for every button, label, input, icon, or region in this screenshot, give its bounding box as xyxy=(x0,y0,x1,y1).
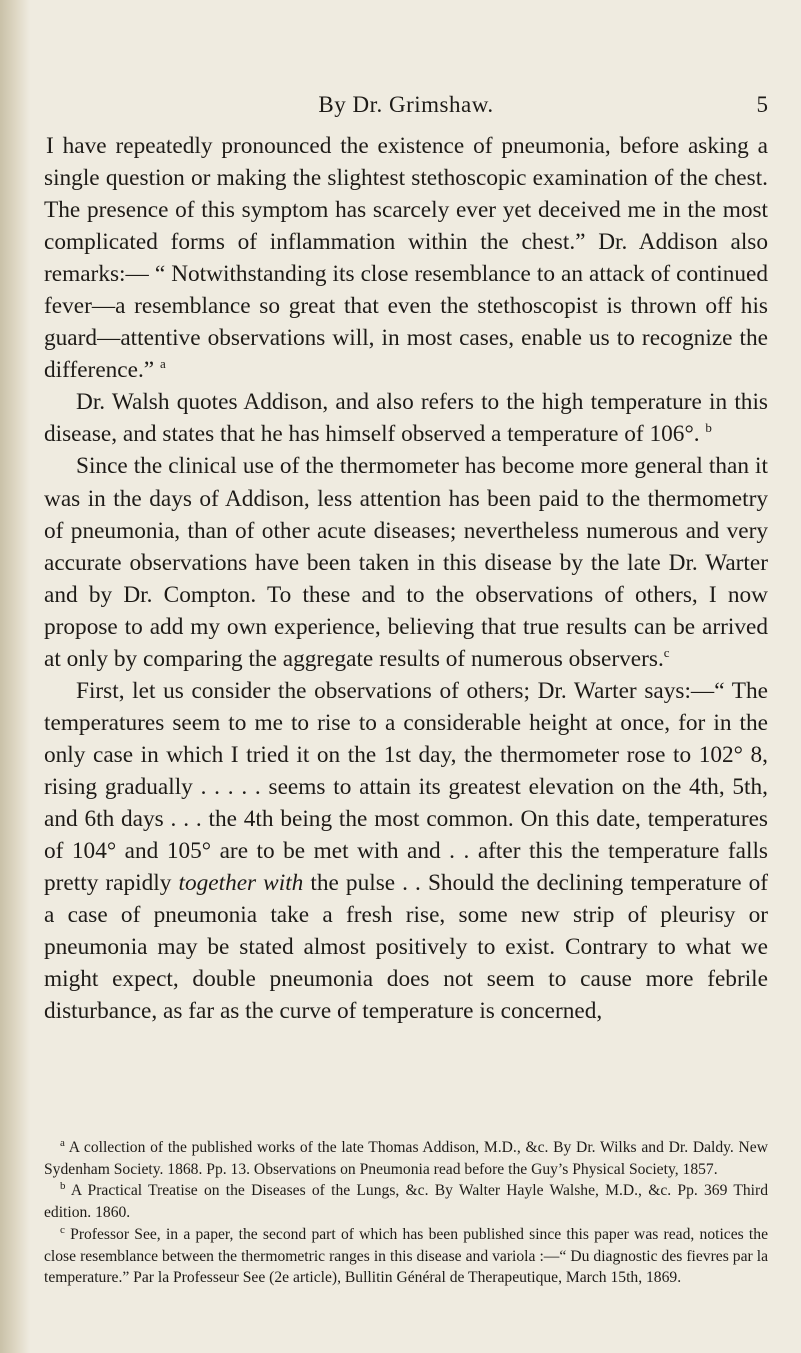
page-edge-shadow xyxy=(0,0,30,1353)
footnote-b xyxy=(44,1180,768,1223)
footnote-ref-c: c xyxy=(663,644,670,660)
paragraph-4-text-start: First, let us consider the observations of others; Dr. Warter says:—“ The temperatures seem to me to rise to a considerable height at once, for in the only case in which I tried it on the 1st day, the thermometer rose to 102° 8, rising gradually . . . . . seems to attain its greatest elevation on the 4th, 5th, and 6th days . . . the 4th being the most common. On this date, temperatures of 104° and 105° are to be met with and . . after this the temperature falls pretty rapidly xyxy=(44,677,768,897)
paragraph-3 xyxy=(44,450,768,674)
footnotes xyxy=(44,1137,768,1289)
emphasis-together-with: together with xyxy=(178,870,304,897)
paragraph-3-text: Since the clinical use of the thermometer has become more general than it was in the days of Addison, less attention has been paid to the thermometry of pneumonia, than of other acute diseases; nevertheless numerous and very accurate observations have been taken in this disease by the late Dr. Warter and by Dr. Compton. To these and to the observations of others, I now propose to add my own experience, believing that true results can be arrived at only by comparing the aggregate results of numerous observers. xyxy=(44,453,768,672)
page-number: 5 xyxy=(756,92,768,117)
paragraph-1 xyxy=(44,130,768,386)
paragraph-2-text: Dr. Walsh quotes Addison, and also refers to the high temperature in this disease, and states that he has himself observed a temperature of 106°. xyxy=(44,389,768,448)
paragraph-1-text: I have repeatedly pronounced the existence of pneumonia, before asking a single question or making the slightest stethoscopic examination of the chest. The presence of this symptom has scarcely ever yet deceived me in the most complicated forms of inflammation within the chest.” Dr. Addison also remarks:— xyxy=(44,133,768,288)
addison-quote: “ Notwithstanding its close resemblance to an attack of continued fever—a resemblance so great that even the stethoscopist is thrown off his guard—attentive observations will, in most cases, enable us to recognize the difference.” xyxy=(44,261,768,384)
running-title: By Dr. Grimshaw. xyxy=(318,92,494,117)
body-text xyxy=(44,130,768,1027)
footnote-ref-b: b xyxy=(705,420,712,436)
paragraph-4-text-end: the pulse . . Should the declining temperature of a case of pneumonia take a fresh rise, some new strip of pleurisy or pneumonia may be stated almost positively to exist. Contrary to what we might expect, double pneumonia does not seem to cause more febrile disturbance, as far as the curve of temperature is concerned, xyxy=(44,870,769,1025)
footnote-text-b: A Practical Treatise on the Diseases of the Lungs, &c. By Walter Hayle Walshe, M.D., &c. Pp. 369 Third edition. 1860. xyxy=(44,1182,768,1222)
footnote-marker-c: c xyxy=(60,1223,65,1236)
book-page xyxy=(44,0,784,1353)
paragraph-2 xyxy=(44,386,768,450)
footnote-a xyxy=(44,1137,768,1180)
running-head xyxy=(44,92,768,122)
footnote-marker-b: b xyxy=(60,1180,66,1193)
footnote-c xyxy=(44,1224,768,1289)
footnote-text-c: Professor See, in a paper, the second part of which has been published since this paper was read, notices the close resemblance between the thermometric ranges in this disease and variola :—“ Du diagnostic des fievres par la temperature.” Par la Professeur See (2e article), Bullitin Général de Therapeutique, March 15th, 1869. xyxy=(44,1225,768,1287)
paragraph-4 xyxy=(44,675,768,1028)
footnote-ref-a: a xyxy=(159,356,166,372)
footnote-marker-a: a xyxy=(60,1136,65,1149)
footnote-text-a: A collection of the published works of the late Thomas Addison, M.D., &c. By Dr. Wilks and Dr. Daldy. New Sydenham Society. 1868. Pp. 13. Observations on Pneumonia read before the Guy’s Physical Society, 1857. xyxy=(44,1139,768,1178)
